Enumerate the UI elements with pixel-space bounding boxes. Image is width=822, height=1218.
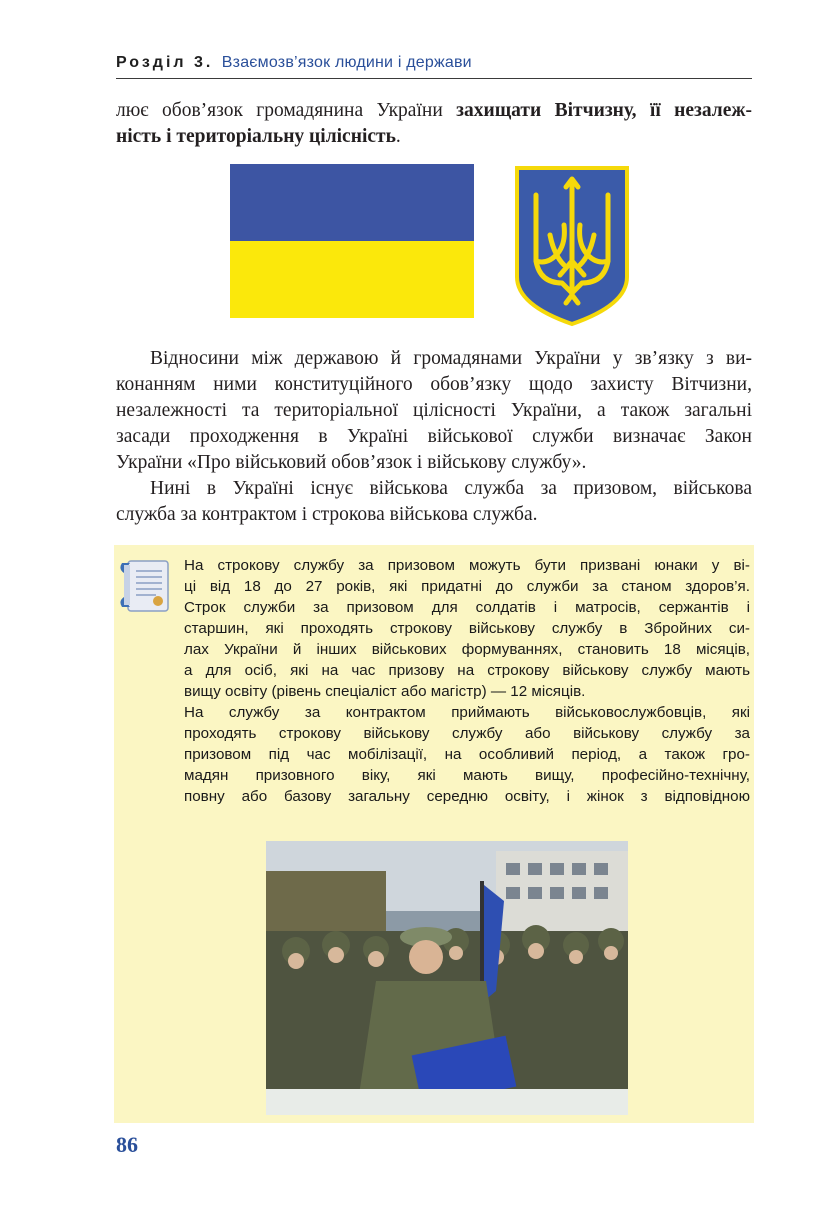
- p1-line: України «Про військовий обов’язок і військову службу».: [116, 452, 587, 473]
- intro-bold-1: захищати Вітчизну, її незалеж-: [456, 100, 752, 121]
- scroll-icon: [114, 555, 174, 617]
- body-paragraph-2: [116, 476, 752, 502]
- p1-line: Відносини між державою й громадянами України у зв’язку з ви-: [150, 348, 752, 369]
- p1-line: засади проходження в Україні військової служби визначає Закон: [116, 426, 752, 447]
- intro-line-1: [116, 98, 752, 124]
- p2-line: Нині в Україні існує військова служба за призовом, військова: [150, 478, 752, 499]
- flag-blue-stripe: [230, 164, 474, 241]
- info-line: На строкову службу за призовом можуть бути призвані юнаки у ві-: [184, 557, 750, 574]
- info-line: призовом під час мобілізації, на особливий період, а також гро-: [184, 746, 750, 763]
- info-text: [184, 555, 750, 807]
- p1-line: конанням ними конституційного обов’язку щодо захисту Вітчизни,: [116, 374, 752, 395]
- p1-line: незалежності та територіальної цілісності України, а також загальні: [116, 400, 752, 421]
- running-header: [116, 52, 752, 79]
- flag-of-ukraine: [230, 164, 474, 318]
- info-box: [114, 545, 754, 1123]
- body-paragraph-1: [116, 346, 752, 372]
- body-paragraph-2-cont: [116, 502, 752, 528]
- intro-text: лює обов’язок громадянина України: [116, 100, 457, 121]
- coat-of-arms-trident-icon: [514, 165, 630, 327]
- info-line: лах України й інших військових формуваннях, становить 18 місяців,: [184, 641, 750, 658]
- info-line: Строк служби за призовом для солдатів і матросів, сержантів і: [184, 599, 750, 616]
- soldiers-oath-ceremony-photo: [266, 841, 628, 1115]
- info-line: На службу за контрактом приймають військовослужбовців, які: [184, 704, 750, 721]
- intro-end: .: [395, 126, 401, 147]
- intro-bold-2: ність і територіальну цілісність: [116, 126, 396, 147]
- body-paragraph-1-cont: [116, 372, 752, 476]
- info-line: вищу освіту (рівень спеціаліст або магістр) — 12 місяців.: [184, 683, 586, 700]
- info-line: ці від 18 до 27 років, які придатні до служби за станом здоров’я.: [184, 578, 750, 595]
- intro-paragraph: [116, 98, 752, 150]
- info-line: проходять строкову військову службу або військову службу за: [184, 725, 750, 742]
- section-label: Розділ 3.: [116, 54, 214, 71]
- intro-line-2: [116, 124, 752, 150]
- info-line: а для осіб, які на час призову на строкову військову службу мають: [184, 662, 750, 679]
- info-line: повну або базову загальну середню освіту, і жінок з відповідною: [184, 788, 750, 805]
- info-line: мадян призовного віку, які мають вищу, професійно-технічну,: [184, 767, 750, 784]
- info-line: старшин, які проходять строкову військову службу в Збройних си-: [184, 620, 750, 637]
- p2-line: служба за контрактом і строкова військова служба.: [116, 504, 538, 525]
- flag-yellow-stripe: [230, 241, 474, 318]
- section-topic: Взаємозв’язок людини і держави: [221, 54, 472, 71]
- page-number: 86: [116, 1132, 138, 1157]
